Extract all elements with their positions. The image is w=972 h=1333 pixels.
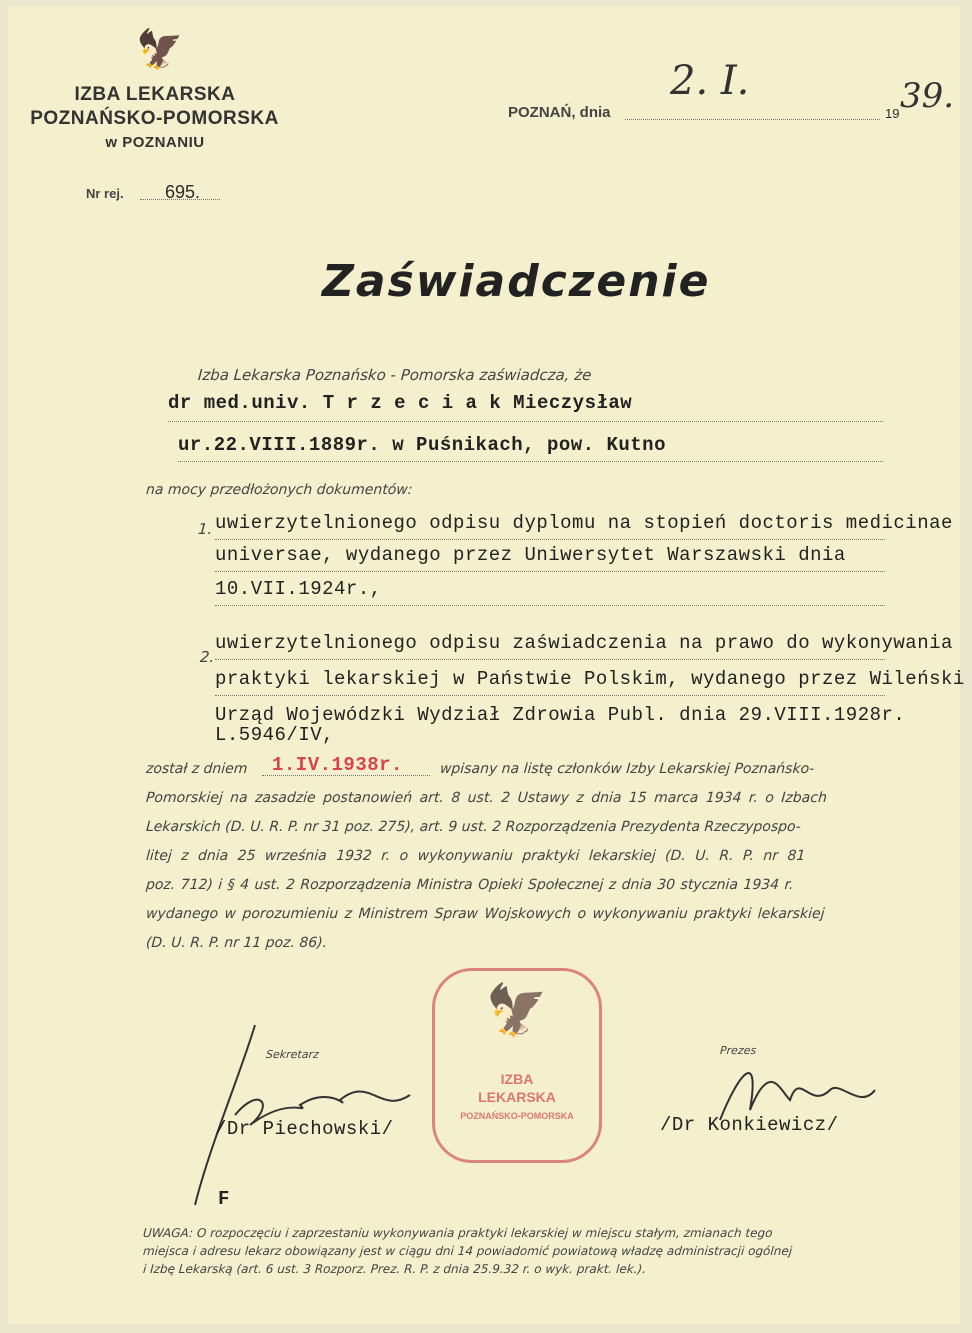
note-line: i Izbę Lekarską (art. 6 ust. 3 Rozporz. Prez. R. P. z dnia 25.9.32 r. o wyk. prakt. lek.). <box>142 1262 647 1276</box>
year-handwritten: 39. <box>900 76 955 116</box>
document-title: Zaświadczenie <box>322 256 711 307</box>
doc-line: praktyki lekarskiej w Państwie Polskim, wydanego przez Wileński <box>215 668 885 696</box>
org-name-line1: IZBA LEKARSKA <box>74 84 236 105</box>
date-handwritten: 2. I. <box>670 58 750 104</box>
doc-line: 10.VII.1924r., <box>215 578 885 606</box>
doc-line: Urząd Wojewódzki Wydział Zdrowia Publ. dnia 29.VIII.1928r. <box>215 704 906 726</box>
registration-text-line: Lekarskich (D. U. R. P. nr 31 poz. 275), art. 9 ust. 2 Rozporządzenia Prezydenta Rzeczypospo- <box>145 819 802 835</box>
person-name-line: dr med.univ. T r z e c i a k Mieczysław <box>168 392 883 422</box>
registration-text-line: poz. 712) i § 4 ust. 2 Rozporządzenia Ministra Opieki Społecznej z dnia 30 stycznia 1934 r. <box>145 877 795 893</box>
note-line: miejsca i adresu lekarz obowiązany jest w ciągu dni 14 powiadomić powiatową władzę administracji ogólnej <box>142 1244 793 1258</box>
secretary-signature <box>180 1015 420 1210</box>
registration-text-line: Pomorskiej na zasadzie postanowień art. 8 ust. 2 Ustawy z dnia 15 marca 1934 r. o Izbach <box>145 790 828 806</box>
doc-number: 1. <box>197 520 213 538</box>
eagle-emblem-icon: 🦅 <box>136 29 184 71</box>
reg-number: 695. <box>165 182 201 202</box>
secretary-name: /Dr Piechowski/ <box>215 1118 394 1140</box>
intro-text: Izba Lekarska Poznańsko - Pomorska zaświadcza, że <box>197 366 593 384</box>
doc-line: L.5946/IV, <box>215 724 335 746</box>
date-dotted-line <box>625 116 880 120</box>
official-stamp: 🦅 IZBA LEKARSKA POZNAŃSKO-POMORSKA <box>432 968 602 1163</box>
registration-date: 1.IV.1938r. <box>272 754 403 776</box>
stamp-eagle-icon: 🦅 <box>485 982 549 1038</box>
secretary-label: Sekretarz <box>265 1048 320 1061</box>
doc-line: uwierzytelnionego odpisu dyplomu na stopień doctoris medicinae <box>215 512 885 540</box>
registration-text-line: (D. U. R. P. nr 11 poz. 86). <box>145 935 328 951</box>
registration-text-line: litej z dnia 25 września 1932 r. o wykonywaniu praktyki lekarskiej (D. U. R. P. nr 81 <box>145 848 806 864</box>
president-label: Prezes <box>719 1044 757 1057</box>
doc-line: universae, wydanego przez Uniwersytet Warszawski dnia <box>215 544 885 572</box>
person-birth-line: ur.22.VIII.1889r. w Puśnikach, pow. Kutno <box>178 434 883 462</box>
registration-text-line: wpisany na listę członków Izby Lekarskiej Poznańsko- <box>439 761 815 777</box>
registration-text-line: wydanego w porozumieniu z Ministrem Spraw Wojskowych o wykonywaniu praktyki lekarskiej <box>145 906 826 922</box>
registration-prefix: został z dniem <box>145 761 249 777</box>
initial-mark: F <box>218 1188 230 1210</box>
president-name: /Dr Konkiewicz/ <box>660 1114 839 1136</box>
year-prefix: 19 <box>885 106 900 121</box>
doc-number: 2. <box>199 648 215 666</box>
org-name-line3: w POZNANIU <box>105 134 205 151</box>
doc-line: uwierzytelnionego odpisu zaświadczenia na prawo do wykonywania <box>215 632 885 660</box>
org-name-line2: POZNAŃSKO-POMORSKA <box>30 108 279 129</box>
note-line: UWAGA: O rozpoczęciu i zaprzestaniu wykonywania praktyki lekarskiej w miejscu stałym, zmianach tego <box>142 1226 773 1240</box>
reg-label: Nr rej. <box>86 186 124 201</box>
basis-text: na mocy przedłożonych dokumentów: <box>145 482 414 498</box>
place-label: POZNAŃ, dnia <box>508 104 611 121</box>
